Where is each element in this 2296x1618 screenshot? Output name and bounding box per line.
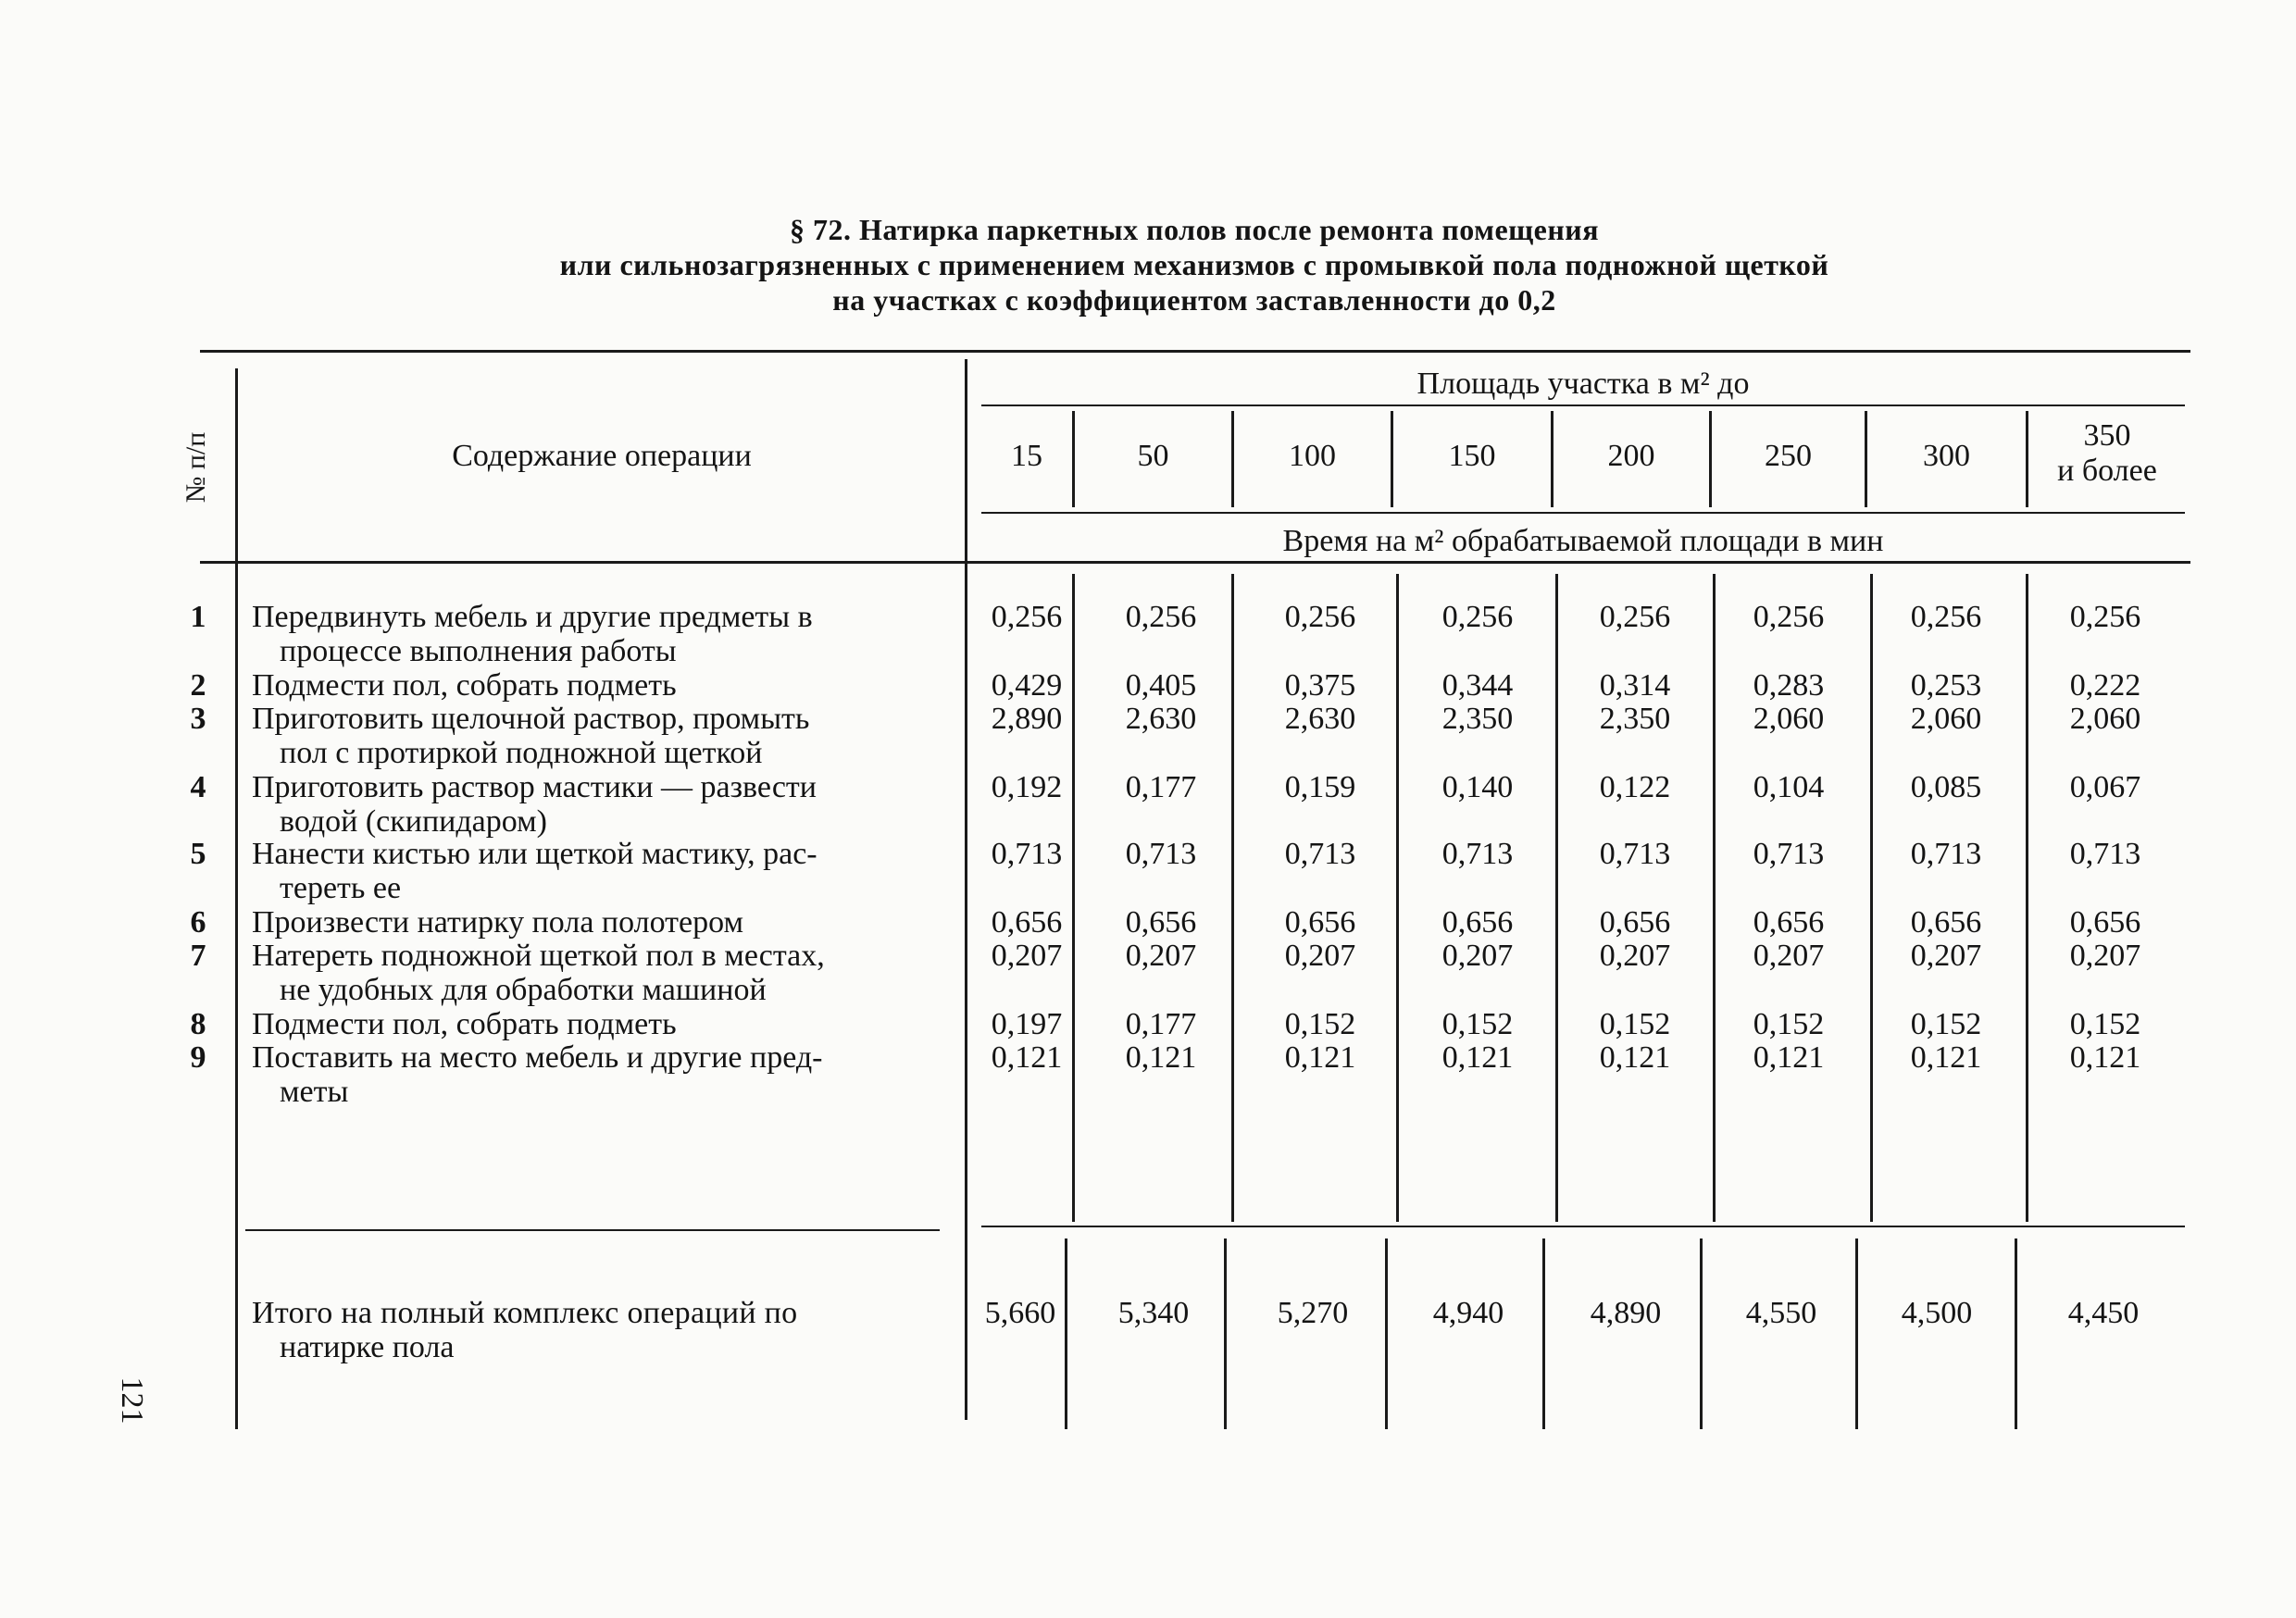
- time-value: 0,207: [1599, 939, 1671, 973]
- col-rule-t7: [2015, 1238, 2017, 1429]
- area-header-rule: [981, 404, 2185, 406]
- operation-text: [252, 668, 955, 703]
- operation-text-line-1: Натереть подножной щеткой пол в местах,: [252, 939, 825, 973]
- time-value: 2,890: [991, 702, 1063, 736]
- section-title-line-1: § 72. Натирка паркетных полов после ремонта помещения: [789, 213, 1600, 246]
- time-value: 0,256: [1910, 600, 1982, 634]
- operation-text-line-1: Приготовить щелочной раствор, промыть: [252, 702, 810, 736]
- operation-text: [252, 600, 955, 668]
- col-rule-t3: [1385, 1238, 1388, 1429]
- time-value: 0,656: [1441, 905, 1514, 940]
- time-value: 0,207: [1753, 939, 1825, 973]
- time-value: 0,314: [1599, 668, 1671, 703]
- time-value: 0,104: [1753, 770, 1825, 804]
- section-title-line-2: или сильнозагрязненных с применением механизмов с промывкой пола подножной щеткой: [559, 248, 1829, 281]
- time-value: 0,121: [1284, 1040, 1356, 1075]
- operation-text-line-2: меты: [280, 1075, 349, 1109]
- total-value: 4,890: [1590, 1296, 1662, 1330]
- time-value: 0,207: [2069, 939, 2141, 973]
- row-number: 6: [190, 905, 206, 940]
- time-value: 0,656: [1599, 905, 1671, 940]
- operation-text: [252, 939, 955, 1007]
- time-value: 0,256: [1599, 600, 1671, 634]
- col-rule-t2: [1224, 1238, 1227, 1429]
- time-value: 0,713: [1284, 837, 1356, 871]
- time-value: 0,152: [1284, 1007, 1356, 1041]
- total-value: 4,500: [1901, 1296, 1973, 1330]
- row-number: 8: [190, 1007, 206, 1041]
- operation-text-line-1: Подмести пол, собрать подметь: [252, 668, 677, 703]
- operation-text-line-1: Подмести пол, собрать подметь: [252, 1007, 677, 1041]
- time-value: 2,060: [2069, 702, 2141, 736]
- time-value: 0,159: [1284, 770, 1356, 804]
- time-value: 0,656: [1125, 905, 1197, 940]
- time-value: 0,177: [1125, 1007, 1197, 1041]
- area-col-350-suffix: и более: [2057, 454, 2157, 488]
- total-value: 5,270: [1277, 1296, 1349, 1330]
- col-rule-b4: [1555, 574, 1558, 1222]
- time-value: 0,256: [2069, 600, 2141, 634]
- time-value: 0,656: [1910, 905, 1982, 940]
- time-value: 0,152: [1599, 1007, 1671, 1041]
- operation-column-header: Содержание операции: [452, 439, 752, 473]
- col-rule-t4: [1542, 1238, 1545, 1429]
- operation-text: [252, 770, 955, 839]
- time-value: 0,140: [1441, 770, 1514, 804]
- table-top-rule: [200, 350, 2190, 353]
- time-value: 0,192: [991, 770, 1063, 804]
- row-number: 5: [190, 837, 206, 871]
- time-header: Время на м² обрабатываемой площади в мин: [1282, 524, 1884, 558]
- time-value: 0,207: [1910, 939, 1982, 973]
- total-value: 4,940: [1432, 1296, 1504, 1330]
- time-value: 2,630: [1284, 702, 1356, 736]
- time-value: 0,152: [1441, 1007, 1514, 1041]
- area-header: Площадь участка в м² до: [1416, 367, 1750, 401]
- time-value: 0,713: [1599, 837, 1671, 871]
- time-value: 0,207: [1441, 939, 1514, 973]
- time-value: 0,197: [991, 1007, 1063, 1041]
- operation-text-line-1: Произвести натирку пола полотером: [252, 905, 744, 940]
- col-rule-t6: [1855, 1238, 1858, 1429]
- col-rule-b3: [1396, 574, 1399, 1222]
- time-value: 0,713: [1441, 837, 1514, 871]
- time-value: 0,256: [1753, 600, 1825, 634]
- row-number: 4: [190, 770, 206, 804]
- time-value: 0,256: [991, 600, 1063, 634]
- time-value: 0,713: [1910, 837, 1982, 871]
- area-col-50: 50: [1137, 439, 1169, 473]
- time-value: 0,656: [2069, 905, 2141, 940]
- time-value: 2,060: [1753, 702, 1825, 736]
- time-value: 0,085: [1910, 770, 1982, 804]
- time-value: 0,256: [1125, 600, 1197, 634]
- time-value: 0,207: [991, 939, 1063, 973]
- time-value: 0,121: [1910, 1040, 1982, 1075]
- num-column-rule: [235, 368, 238, 1429]
- operation-text-line-2: пол с протиркой подножной щеткой: [280, 736, 763, 770]
- section-title-line-3: на участках с коэффициентом заставленности до 0,2: [832, 283, 1556, 317]
- time-value: 0,344: [1441, 668, 1514, 703]
- operation-text: [252, 1007, 955, 1041]
- total-label-line-2: натирке пола: [280, 1330, 455, 1364]
- area-col-150: 150: [1448, 439, 1496, 473]
- area-col-100: 100: [1289, 439, 1336, 473]
- page-number: 121: [115, 1376, 149, 1425]
- operation-text: [252, 702, 955, 770]
- time-value: 0,207: [1284, 939, 1356, 973]
- row-number: 1: [190, 600, 206, 634]
- operation-text-line-2: водой (скипидаром): [280, 804, 547, 839]
- row-number: 2: [190, 668, 206, 703]
- time-value: 0,121: [1125, 1040, 1197, 1075]
- operation-text-line-1: Передвинуть мебель и другие предметы в: [252, 600, 813, 634]
- total-value: 4,450: [2067, 1296, 2140, 1330]
- header-bottom-rule: [200, 561, 2190, 564]
- time-value: 0,256: [1441, 600, 1514, 634]
- time-value: 2,350: [1599, 702, 1671, 736]
- time-value: 0,375: [1284, 668, 1356, 703]
- time-value: 0,121: [2069, 1040, 2141, 1075]
- num-column-header: № п/п: [181, 431, 211, 504]
- total-rule-left: [245, 1229, 940, 1231]
- time-value: 0,207: [1125, 939, 1197, 973]
- columns-header-rule: [981, 512, 2185, 514]
- operation-text-line-1: Поставить на место мебель и другие пред-: [252, 1040, 823, 1075]
- time-value: 0,713: [1753, 837, 1825, 871]
- time-value: 0,253: [1910, 668, 1982, 703]
- col-rule-t1: [1065, 1238, 1067, 1429]
- total-value: 4,550: [1745, 1296, 1817, 1330]
- time-value: 0,656: [1753, 905, 1825, 940]
- area-col-350: 350: [2083, 418, 2131, 453]
- time-value: 0,713: [2069, 837, 2141, 871]
- row-number: 7: [190, 939, 206, 973]
- total-label-line-1: Итого на полный комплекс операций по: [252, 1296, 798, 1330]
- total-value: 5,340: [1117, 1296, 1190, 1330]
- time-value: 2,630: [1125, 702, 1197, 736]
- operation-text: [252, 837, 955, 905]
- time-value: 0,121: [1753, 1040, 1825, 1075]
- time-value: 0,121: [1441, 1040, 1514, 1075]
- time-value: 0,656: [991, 905, 1063, 940]
- area-col-200: 200: [1607, 439, 1655, 473]
- time-value: 0,713: [1125, 837, 1197, 871]
- operation-text: [252, 905, 955, 940]
- time-value: 0,283: [1753, 668, 1825, 703]
- operation-text-line-1: Нанести кистью или щеткой мастику, рас-: [252, 837, 817, 871]
- time-value: 2,060: [1910, 702, 1982, 736]
- time-value: 0,122: [1599, 770, 1671, 804]
- operation-text-line-2: не удобных для обработки машиной: [280, 973, 767, 1007]
- time-value: 0,405: [1125, 668, 1197, 703]
- operation-text-line-1: Приготовить раствор мастики — развести: [252, 770, 817, 804]
- area-col-300: 300: [1923, 439, 1970, 473]
- time-value: 0,656: [1284, 905, 1356, 940]
- time-value: 2,350: [1441, 702, 1514, 736]
- operation-column-rule: [965, 359, 967, 1420]
- operation-text-line-2: процессе выполнения работы: [280, 634, 677, 668]
- total-value: 5,660: [984, 1296, 1056, 1330]
- time-value: 0,067: [2069, 770, 2141, 804]
- col-rule-b7: [2026, 574, 2028, 1222]
- total-rule-right: [981, 1226, 2185, 1227]
- area-col-250: 250: [1765, 439, 1812, 473]
- operation-text: [252, 1040, 955, 1109]
- time-value: 0,121: [991, 1040, 1063, 1075]
- col-rule-t5: [1700, 1238, 1703, 1429]
- total-label: [252, 1296, 955, 1364]
- time-value: 0,256: [1284, 600, 1356, 634]
- time-value: 0,152: [1910, 1007, 1982, 1041]
- area-col-15: 15: [1011, 439, 1042, 473]
- time-value: 0,177: [1125, 770, 1197, 804]
- time-value: 0,222: [2069, 668, 2141, 703]
- time-value: 0,429: [991, 668, 1063, 703]
- time-value: 0,713: [991, 837, 1063, 871]
- row-number: 3: [190, 702, 206, 736]
- time-value: 0,152: [2069, 1007, 2141, 1041]
- time-value: 0,121: [1599, 1040, 1671, 1075]
- time-value: 0,152: [1753, 1007, 1825, 1041]
- operation-text-line-2: тереть ее: [280, 871, 402, 905]
- row-number: 9: [190, 1040, 206, 1075]
